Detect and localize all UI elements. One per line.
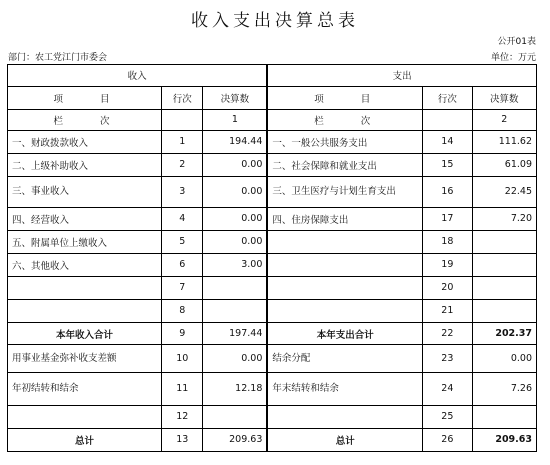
expense-line-cell: 25	[423, 405, 472, 428]
report-title: 收入支出决算总表	[191, 11, 359, 31]
expense-amount-cell: 22.45	[472, 176, 536, 207]
table-row	[8, 230, 537, 253]
expense-item-cell	[267, 405, 422, 428]
expense-item-cell	[267, 299, 422, 322]
expense-line-cell: 14	[423, 130, 472, 153]
income-amount-cell: 0.00	[203, 207, 267, 230]
table-row	[8, 428, 537, 451]
expense-heading: 支出	[267, 65, 536, 87]
income-line-cell: 10	[162, 345, 203, 372]
expense-amount-cell	[472, 276, 536, 299]
income-amount-cell	[203, 299, 267, 322]
income-item-cell: 本年收入合计	[8, 322, 162, 345]
expense-col-number: 2	[472, 109, 536, 130]
income-item-cell: 用事业基金弥补收支差额	[8, 345, 162, 372]
income-item-cell: 四、经营收入	[8, 207, 162, 230]
income-item-cell	[8, 276, 162, 299]
income-col-number: 1	[203, 109, 267, 130]
expense-line-cell: 20	[423, 276, 472, 299]
income-amount-header: 决算数	[203, 86, 267, 109]
income-item-cell: 六、其他收入	[8, 253, 162, 276]
income-line-cell: 4	[162, 207, 203, 230]
expense-line-cell: 18	[423, 230, 472, 253]
expense-line-cell: 17	[423, 207, 472, 230]
income-amount-cell: 194.44	[203, 130, 267, 153]
expense-item-cell: 结余分配	[267, 345, 422, 372]
expense-amount-cell	[472, 405, 536, 428]
income-item-cell	[8, 405, 162, 428]
expense-item-cell: 一、一般公共服务支出	[267, 130, 422, 153]
expense-line-cell: 23	[423, 345, 472, 372]
income-item-cell: 总计	[8, 428, 162, 451]
expense-line-blank	[423, 109, 472, 130]
income-sub-header: 栏 次	[8, 109, 162, 130]
expense-line-cell: 19	[423, 253, 472, 276]
income-line-cell: 3	[162, 176, 203, 207]
income-line-cell: 1	[162, 130, 203, 153]
income-line-cell: 9	[162, 322, 203, 345]
expense-line-cell: 21	[423, 299, 472, 322]
income-amount-cell: 12.18	[203, 372, 267, 405]
table-row	[8, 372, 537, 405]
expense-amount-cell: 7.20	[472, 207, 536, 230]
expense-amount-cell	[472, 253, 536, 276]
expense-sub-header: 栏 次	[267, 109, 422, 130]
income-heading: 收入	[8, 65, 268, 87]
income-amount-cell	[203, 276, 267, 299]
income-item-cell: 二、上级补助收入	[8, 153, 162, 176]
table-row	[8, 405, 537, 428]
income-amount-cell: 197.44	[203, 322, 267, 345]
expense-item-cell: 三、卫生医疗与计划生育支出	[267, 176, 422, 207]
form-code: 公开01表	[497, 37, 536, 47]
table-row	[8, 345, 537, 372]
expense-line-cell: 24	[423, 372, 472, 405]
income-line-cell: 2	[162, 153, 203, 176]
table-section-header	[8, 65, 537, 87]
income-amount-cell: 0.00	[203, 176, 267, 207]
table-row	[8, 176, 537, 207]
income-amount-cell: 0.00	[203, 345, 267, 372]
income-expense-table	[7, 64, 537, 452]
expense-line-cell: 16	[423, 176, 472, 207]
table-row	[8, 153, 537, 176]
income-item-cell: 一、财政拨款收入	[8, 130, 162, 153]
unit-label: 单位：万元	[490, 53, 536, 63]
expense-item-cell	[267, 253, 422, 276]
income-item-cell: 年初结转和结余	[8, 372, 162, 405]
expense-amount-cell: 111.62	[472, 130, 536, 153]
expense-line-cell: 22	[423, 322, 472, 345]
income-amount-cell: 0.00	[203, 230, 267, 253]
income-amount-cell	[203, 405, 267, 428]
expense-line-cell: 15	[423, 153, 472, 176]
expense-line-cell: 26	[423, 428, 472, 451]
expense-amount-cell: 61.09	[472, 153, 536, 176]
table-row	[8, 322, 537, 345]
table-column-header	[8, 86, 537, 109]
income-line-blank	[162, 109, 203, 130]
expense-amount-cell: 7.26	[472, 372, 536, 405]
income-line-header: 行次	[162, 86, 203, 109]
expense-amount-cell: 202.37	[472, 322, 536, 345]
expense-item-cell	[267, 230, 422, 253]
expense-item-cell: 四、住房保障支出	[267, 207, 422, 230]
income-amount-cell: 209.63	[203, 428, 267, 451]
expense-item-header: 项 目	[267, 86, 422, 109]
table-row	[8, 299, 537, 322]
expense-item-cell: 年末结转和结余	[267, 372, 422, 405]
department-label: 部门：农工党江门市委会	[8, 53, 108, 63]
expense-item-cell: 本年支出合计	[267, 322, 422, 345]
income-line-cell: 7	[162, 276, 203, 299]
table-column-index	[8, 109, 537, 130]
income-line-cell: 13	[162, 428, 203, 451]
income-item-cell: 三、事业收入	[8, 176, 162, 207]
expense-amount-cell: 209.63	[472, 428, 536, 451]
income-amount-cell: 3.00	[203, 253, 267, 276]
expense-item-cell: 总计	[267, 428, 422, 451]
expense-amount-cell: 0.00	[472, 345, 536, 372]
expense-item-cell	[267, 276, 422, 299]
income-item-cell	[8, 299, 162, 322]
income-line-cell: 6	[162, 253, 203, 276]
expense-item-cell: 二、社会保障和就业支出	[267, 153, 422, 176]
table-row	[8, 130, 537, 153]
income-item-cell: 五、附属单位上缴收入	[8, 230, 162, 253]
income-item-header: 项 目	[8, 86, 162, 109]
expense-line-header: 行次	[423, 86, 472, 109]
expense-amount-cell	[472, 299, 536, 322]
table-row	[8, 276, 537, 299]
income-line-cell: 8	[162, 299, 203, 322]
expense-amount-header: 决算数	[472, 86, 536, 109]
table-row	[8, 253, 537, 276]
income-amount-cell: 0.00	[203, 153, 267, 176]
income-line-cell: 11	[162, 372, 203, 405]
expense-amount-cell	[472, 230, 536, 253]
income-line-cell: 12	[162, 405, 203, 428]
table-row	[8, 207, 537, 230]
income-line-cell: 5	[162, 230, 203, 253]
